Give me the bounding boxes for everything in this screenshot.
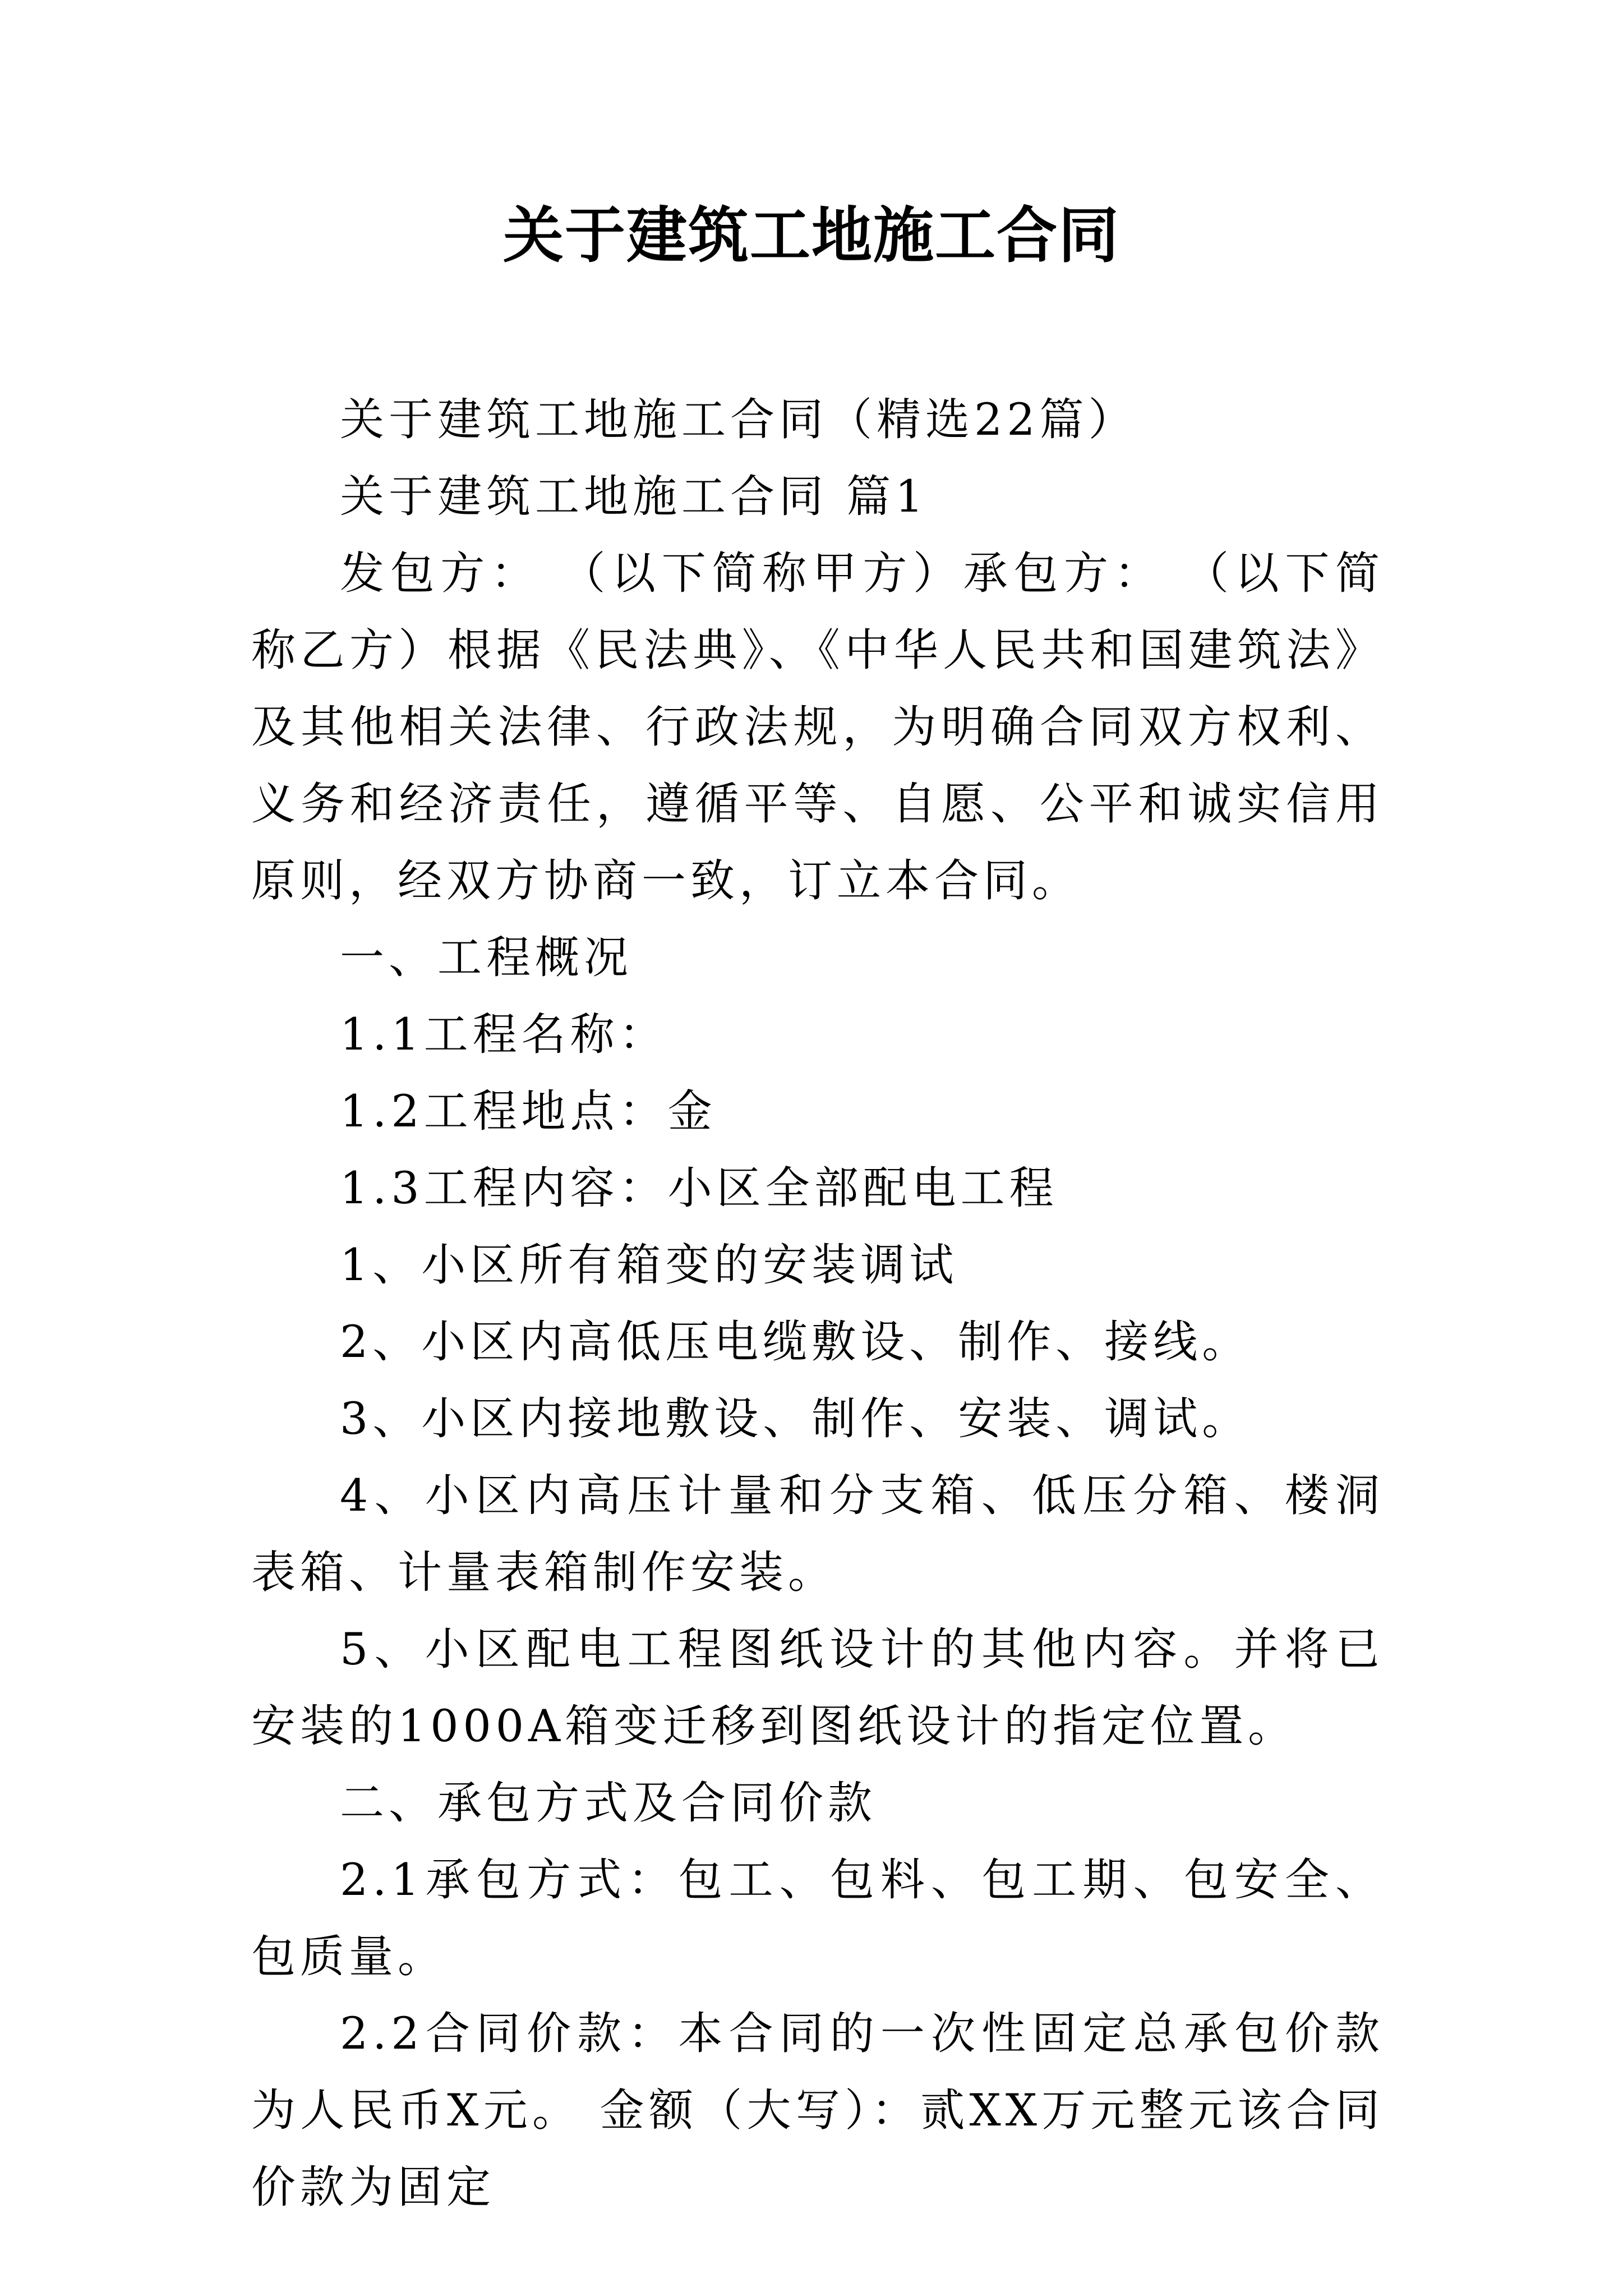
paragraph-collection-title: 关于建筑工地施工合同（精选22篇） bbox=[340, 394, 1137, 445]
clause-project-location: 1.2工程地点：金 bbox=[340, 1085, 717, 1137]
list-item-4: 4、小区内高压计量和分支箱、低压分箱、楼洞表箱、计量表箱制作安装。 bbox=[251, 1470, 1384, 1598]
document-title: 关于建筑工地施工合同 bbox=[502, 200, 1120, 271]
clause-project-name: 1.1工程名称： bbox=[340, 1009, 668, 1060]
document-body bbox=[251, 381, 1384, 2226]
paragraph-chapter-heading: 关于建筑工地施工合同 篇1 bbox=[340, 471, 928, 522]
section-heading-contract-price: 二、承包方式及合同价款 bbox=[340, 1777, 877, 1829]
list-item-3: 3、小区内接地敷设、制作、安装、调试。 bbox=[340, 1393, 1251, 1444]
list-item-2: 2、小区内高低压电缆敷设、制作、接线。 bbox=[340, 1316, 1251, 1368]
paragraph-parties-intro: 发包方： （以下简称甲方）承包方： （以下简称乙方）根据《民法典》、《中华人民共和国建筑法》及其他相关法律、行政法规，为明确合同双方权利、义务和经济责任，遵循平等、自愿、公平和诚实信用原则，经双方协商一致，订立本合同。 bbox=[251, 547, 1384, 907]
list-item-1: 1、小区所有箱变的安装调试 bbox=[340, 1239, 958, 1291]
list-item-5: 5、小区配电工程图纸设计的其他内容。并将已安装的1000A箱变迁移到图纸设计的指定位置。 bbox=[251, 1623, 1384, 1752]
clause-contract-method: 2.1承包方式：包工、包料、包工期、包安全、包质量。 bbox=[251, 1854, 1384, 1982]
clause-project-content: 1.3工程内容：小区全部配电工程 bbox=[340, 1162, 1058, 1214]
clause-contract-price: 2.2合同价款：本合同的一次性固定总承包价款为人民币X元。 金额（大写）：贰XX万元整元该合同价款为固定 bbox=[251, 2008, 1384, 2213]
section-heading-overview: 一、工程概况 bbox=[340, 932, 633, 983]
